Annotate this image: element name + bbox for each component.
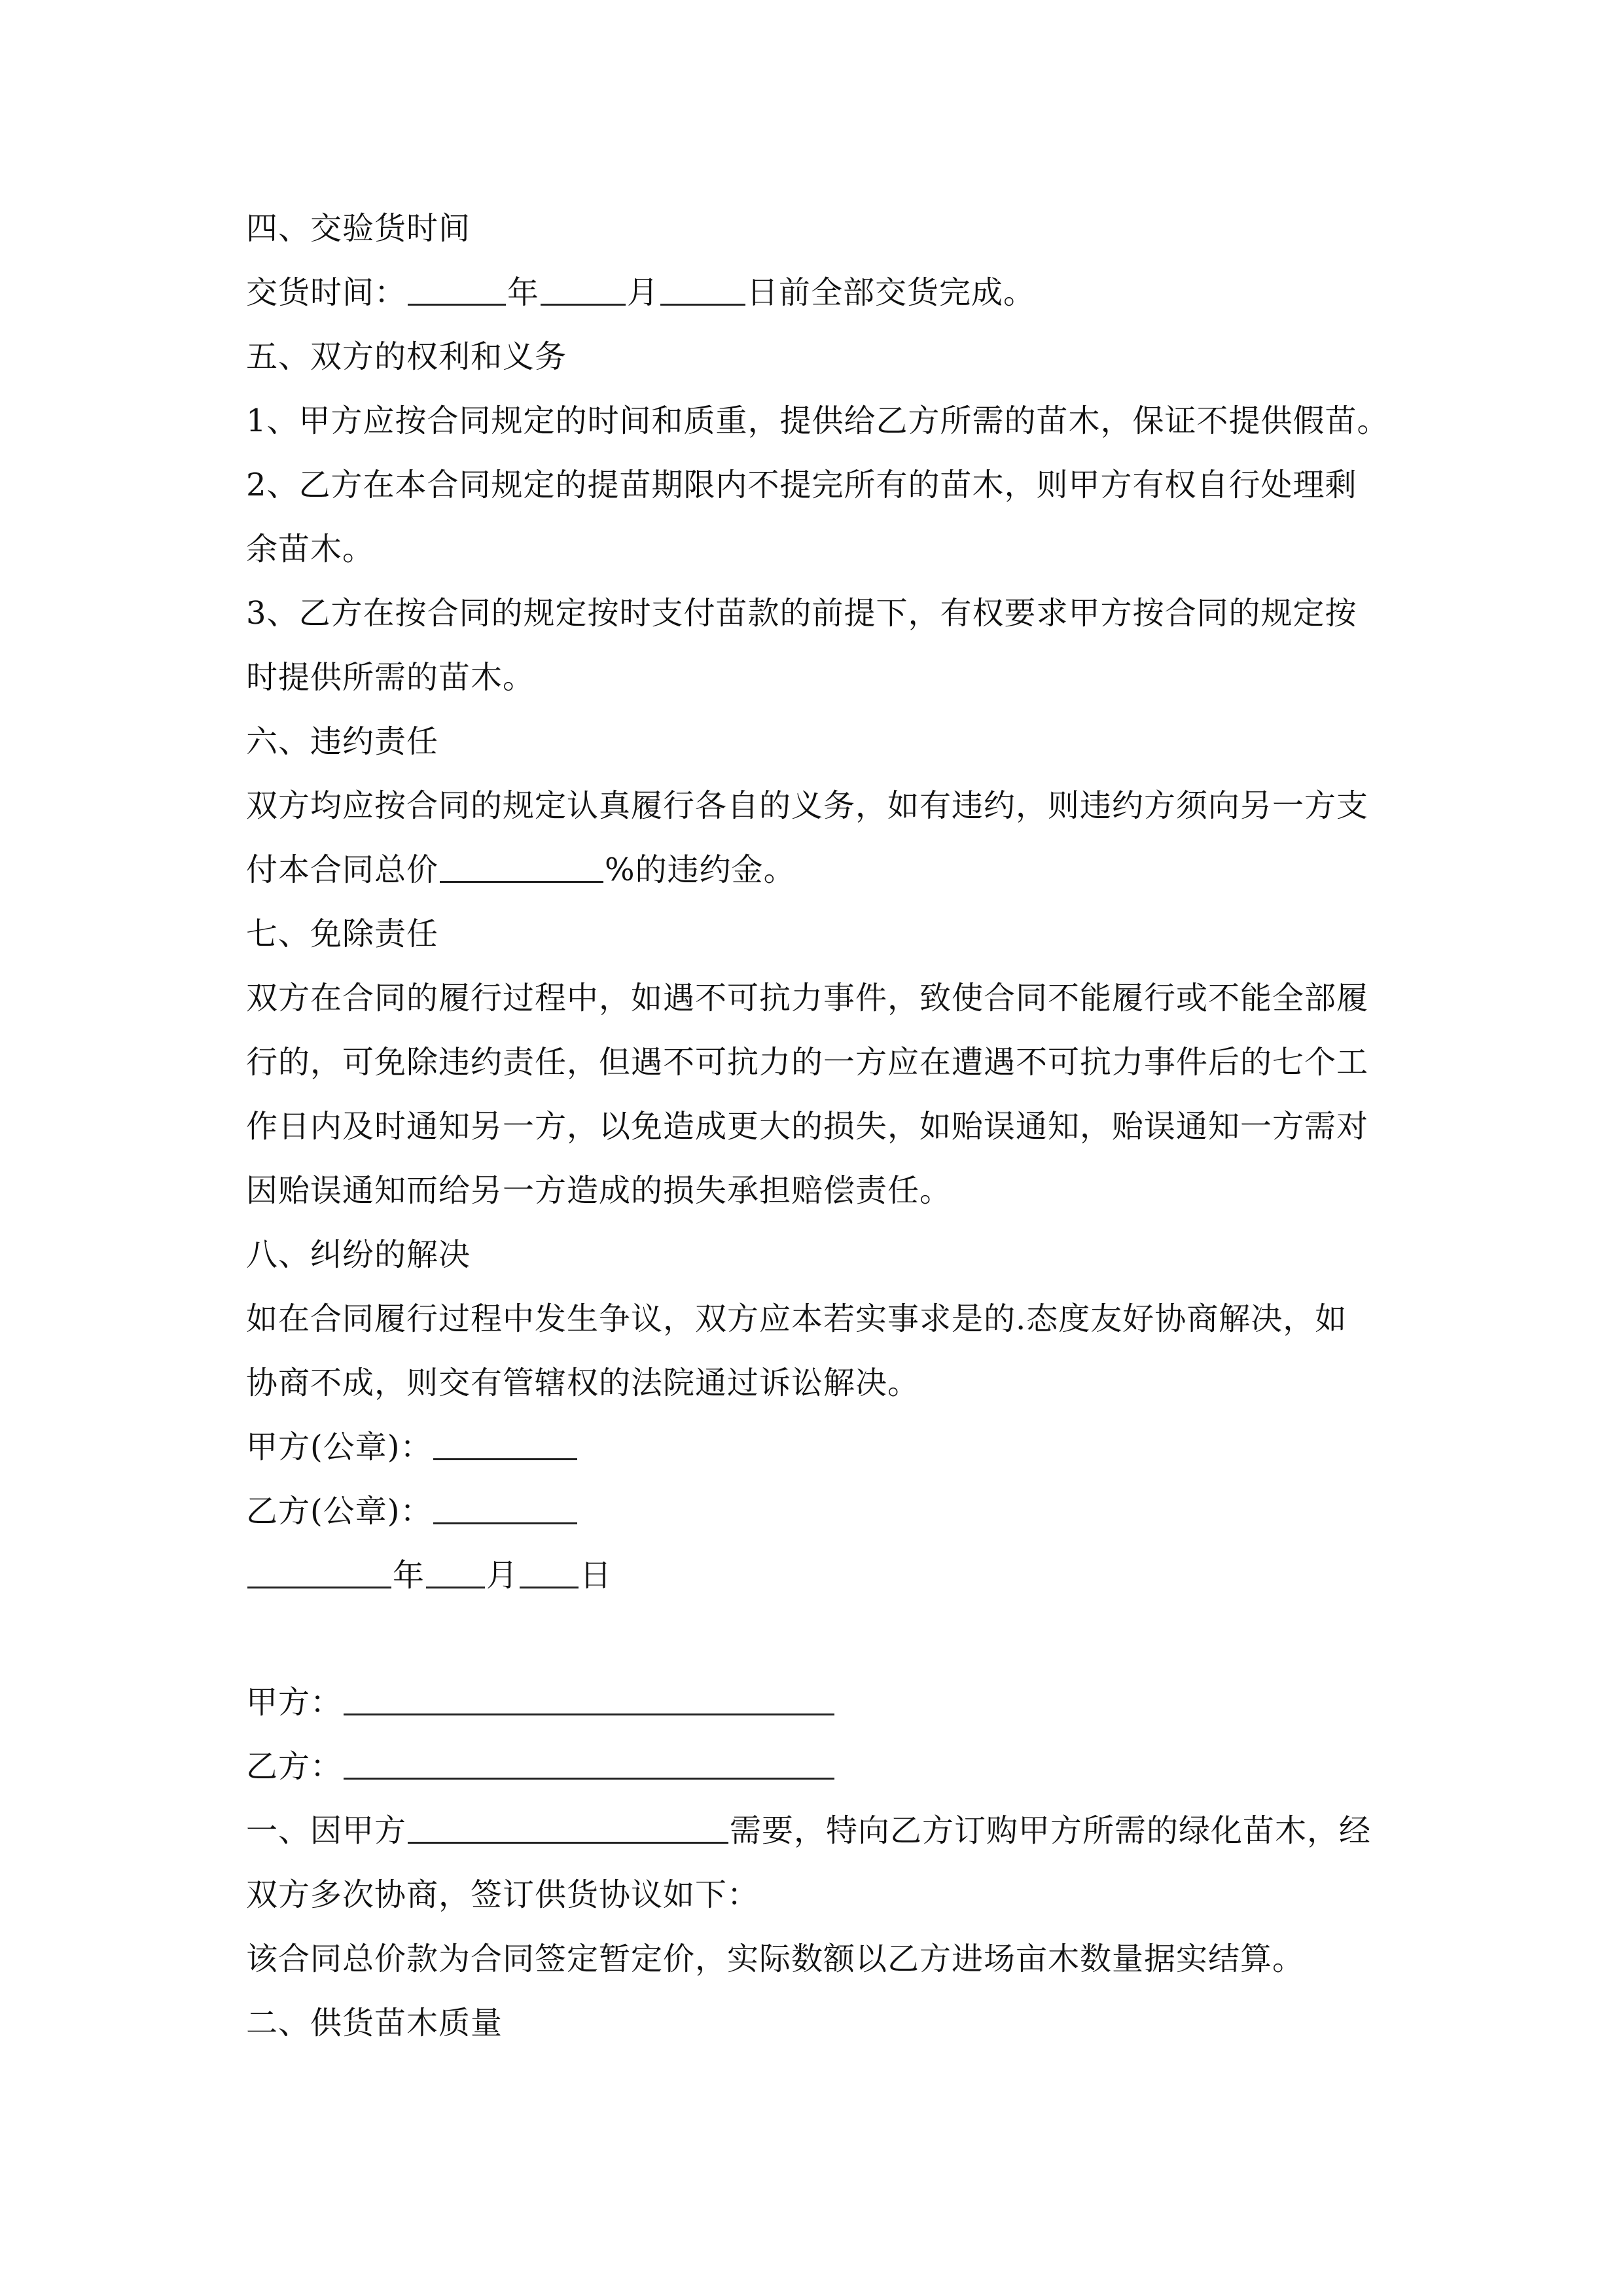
party-a-label: 甲方：: [246, 1684, 343, 1721]
contract-page: [246, 196, 1398, 2055]
delivery-month-blank[interactable]: [541, 278, 626, 306]
party-b-label: 乙方：: [246, 1748, 343, 1785]
section5-title: 五、双方的权利和义务: [246, 338, 567, 375]
section8-line2: 协商不成，则交有管辖权的法院通过诉讼解决。: [246, 1365, 920, 1401]
delivery-time-line: [246, 260, 1398, 325]
section5-item1: 1、甲方应按合同规定的时间和质重，提供给乙方所需的苗木，保证不提供假苗。: [246, 403, 1389, 439]
sign-year-blank[interactable]: [247, 1560, 391, 1588]
section6-line1: 双方均应按合同的规定认真履行各自的义务，如有违约，则违约方须向另一方支: [246, 787, 1369, 824]
sign-month-label: 月: [486, 1557, 519, 1594]
penalty-suffix: %的违约金。: [605, 852, 796, 888]
clause1-suffix: 需要，特向乙方订购甲方所需的绿化苗木，经: [730, 1812, 1372, 1849]
delivery-prefix: 交货时间：: [246, 274, 407, 311]
section5-item2-line1: 2、乙方在本合同规定的提苗期限内不提完所有的苗木，则甲方有权自行处理剩: [246, 467, 1357, 503]
section8-line1: 如在合同履行过程中发生争议，双方应本若实事求是的.态度友好协商解决，如: [246, 1300, 1347, 1337]
spacer: [246, 1607, 1398, 1670]
sign-day-blank[interactable]: [520, 1560, 579, 1588]
section7-title: 七、免除责任: [246, 916, 439, 952]
section7-line4: 因贻误通知而给另一方造成的损失承担赔偿责任。: [246, 1172, 952, 1209]
delivery-day-blank[interactable]: [660, 278, 745, 306]
party-a-seal-line: [246, 1415, 1398, 1479]
party-a-blank[interactable]: [344, 1687, 834, 1715]
section7-line2: 行的，可免除违约责任，但遇不可抗力的一方应在遭遇不可抗力事件后的七个工: [246, 1044, 1369, 1081]
sign-year-label: 年: [393, 1557, 425, 1594]
party-b-seal-blank[interactable]: [433, 1496, 577, 1524]
section4-title: 四、交验货时间: [246, 210, 471, 247]
section6-title: 六、违约责任: [246, 723, 439, 760]
party-a-line: [246, 1670, 1398, 1734]
sign-day-label: 日: [580, 1557, 613, 1594]
party-b-line: [246, 1734, 1398, 1799]
clause1-line2: 双方多次协商，签订供货协议如下：: [246, 1876, 760, 1913]
delivery-year-blank[interactable]: [408, 278, 506, 306]
price-note: 该合同总价款为合同签定暂定价，实际数额以乙方进场亩木数量据实结算。: [246, 1941, 1305, 1977]
section8-title: 八、纠纷的解决: [246, 1236, 471, 1273]
delivery-year-label: 年: [507, 274, 540, 311]
clause1-purpose-blank[interactable]: [408, 1816, 728, 1844]
party-a-seal-blank[interactable]: [433, 1432, 577, 1460]
section2-title: 二、供货苗木质量: [246, 2005, 503, 2041]
penalty-prefix: 付本合同总价: [246, 852, 439, 888]
section6-line2: [246, 838, 1398, 902]
party-b-seal-line: [246, 1479, 1398, 1543]
delivery-month-label: 月: [627, 274, 660, 311]
section7-line1: 双方在合同的履行过程中，如遇不可抗力事件，致使合同不能履行或不能全部履: [246, 980, 1369, 1016]
penalty-percent-blank[interactable]: [440, 855, 603, 883]
section7-line3: 作日内及时通知另一方，以免造成更大的损失，如贻误通知，贻误通知一方需对: [246, 1108, 1369, 1145]
party-b-blank[interactable]: [344, 1751, 834, 1780]
party-b-seal-label: 乙方(公章)：: [246, 1493, 433, 1530]
clause1-prefix: 一、因甲方: [246, 1812, 407, 1849]
section5-item3-line2: 时提供所需的苗木。: [246, 659, 535, 696]
section5-item3-line1: 3、乙方在按合同的规定按时支付苗款的前提下，有权要求甲方按合同的规定按: [246, 595, 1357, 632]
clause1-line1: [246, 1799, 1398, 1863]
sign-month-blank[interactable]: [426, 1560, 485, 1588]
party-a-seal-label: 甲方(公章)：: [246, 1429, 433, 1465]
delivery-suffix: 日前全部交货完成。: [747, 274, 1036, 311]
signature-date-line: [246, 1543, 1398, 1607]
section5-item2-line2: 余苗木。: [246, 531, 375, 567]
